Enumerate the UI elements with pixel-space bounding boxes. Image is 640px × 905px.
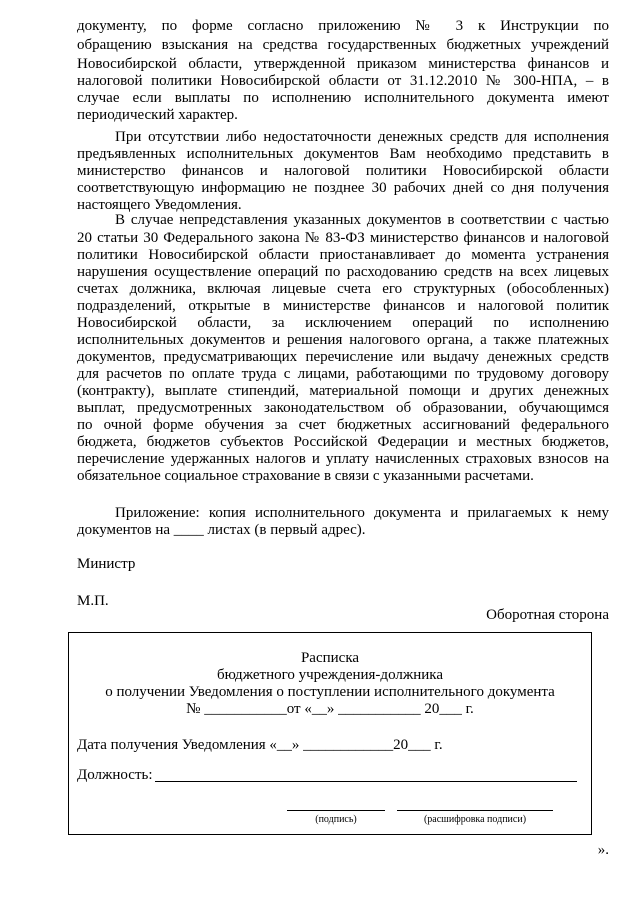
closing-quote: ». [597,842,609,858]
text-line: (контракту), выплате стипендий, материальной помощи и других денежных [77,383,609,399]
receipt-subtitle: бюджетного учреждения-должника [216,667,443,683]
text-line: настоящего Уведомления. [77,197,242,213]
text-line: подразделений, открытые в министерстве финансов и налоговой политик [77,298,609,314]
receipt-box [68,632,592,835]
receipt-date-label: Дата получения Уведомления «__» ____________20___ г. [77,737,443,753]
text-line: перечисление удержанных налогов и уплату начисленных страховых взносов на [77,451,609,467]
text-line: обязательное социальное страхование в связи с указанными расчетами. [77,468,534,484]
position-field-line[interactable] [155,781,577,782]
text-line: счетах должника, включая лицевые счета его структурных (обособленных) [77,281,609,297]
reverse-side-label: Оборотная сторона [486,607,609,623]
text-line: Новосибирской области, за исключением операций по исполнению [77,315,609,331]
text-line: нарушения осуществление операций по расходованию средств на всех лицевых [77,264,609,280]
signature-caption: (подпись) [315,814,357,825]
text-line: бюджета, бюджетов субъектов Российской Федерации и местных бюджетов, [77,434,609,450]
receipt-about: о получении Уведомления о поступлении исполнительного документа [105,684,555,700]
text-line: 20 статьи 30 Федерального закона № 83-ФЗ министерство финансов и налоговой [77,230,609,246]
text-line: исполнительных документов и решения налогового органа, а также платежных [77,332,609,348]
text-line: предъявленных исполнительных документов Вам необходимо представить в [77,146,609,162]
text-line: налоговой политики Новосибирской области от 31.12.2010 № 300-НПА, – в [77,73,609,89]
text-line: Новосибирской области, утвержденной приказом министерства финансов и [77,56,609,72]
text-line: При отсутствии либо недостаточности денежных средств для исполнения [115,129,609,145]
text-line: документов, предусматривающих перечисление или выдачу денежных средств [77,349,609,365]
text-line: выплат, предусмотренных законодательством об образовании, обучающимся [77,400,609,416]
text-line: соответствующую информацию не позднее 30 рабочих дней со дня получения [77,180,609,196]
signature-line[interactable] [287,810,385,811]
text-line: документов на ____ листах (в первый адрес). [77,522,366,538]
decoding-caption: (расшифровка подписи) [423,814,527,825]
text-line: обращению взыскания на средства государственных бюджетных учреждений [77,37,609,53]
text-line: по очной форме обучения за счет бюджетных ассигнований федерального [77,417,609,433]
text-line: периодический характер. [77,107,238,123]
stamp-label: М.П. [77,593,109,609]
text-line: документу, по форме согласно приложению № 3 к Инструкции по [77,18,609,34]
text-line: случае если выплаты по исполнению исполнительного документа имеют [77,90,609,106]
text-line: В случае непредставления указанных документов в соответствии с частью [115,212,609,228]
receipt-number-line: № ___________от «__» ___________ 20___ г. [186,701,474,717]
text-line: Приложение: копия исполнительного документа и прилагаемых к нему [115,505,609,521]
receipt-title: Расписка [300,650,360,666]
decoding-line[interactable] [397,810,553,811]
minister-label: Министр [77,556,136,572]
text-line: политики Новосибирской области приостанавливает до момента устранения [77,247,609,263]
text-line: для расчетов по оплате труда с лицами, работающими по трудовому договору [77,366,609,382]
text-line: министерство финансов и налоговой политики Новосибирской области [77,163,609,179]
receipt-position-label: Должность: [77,767,153,783]
